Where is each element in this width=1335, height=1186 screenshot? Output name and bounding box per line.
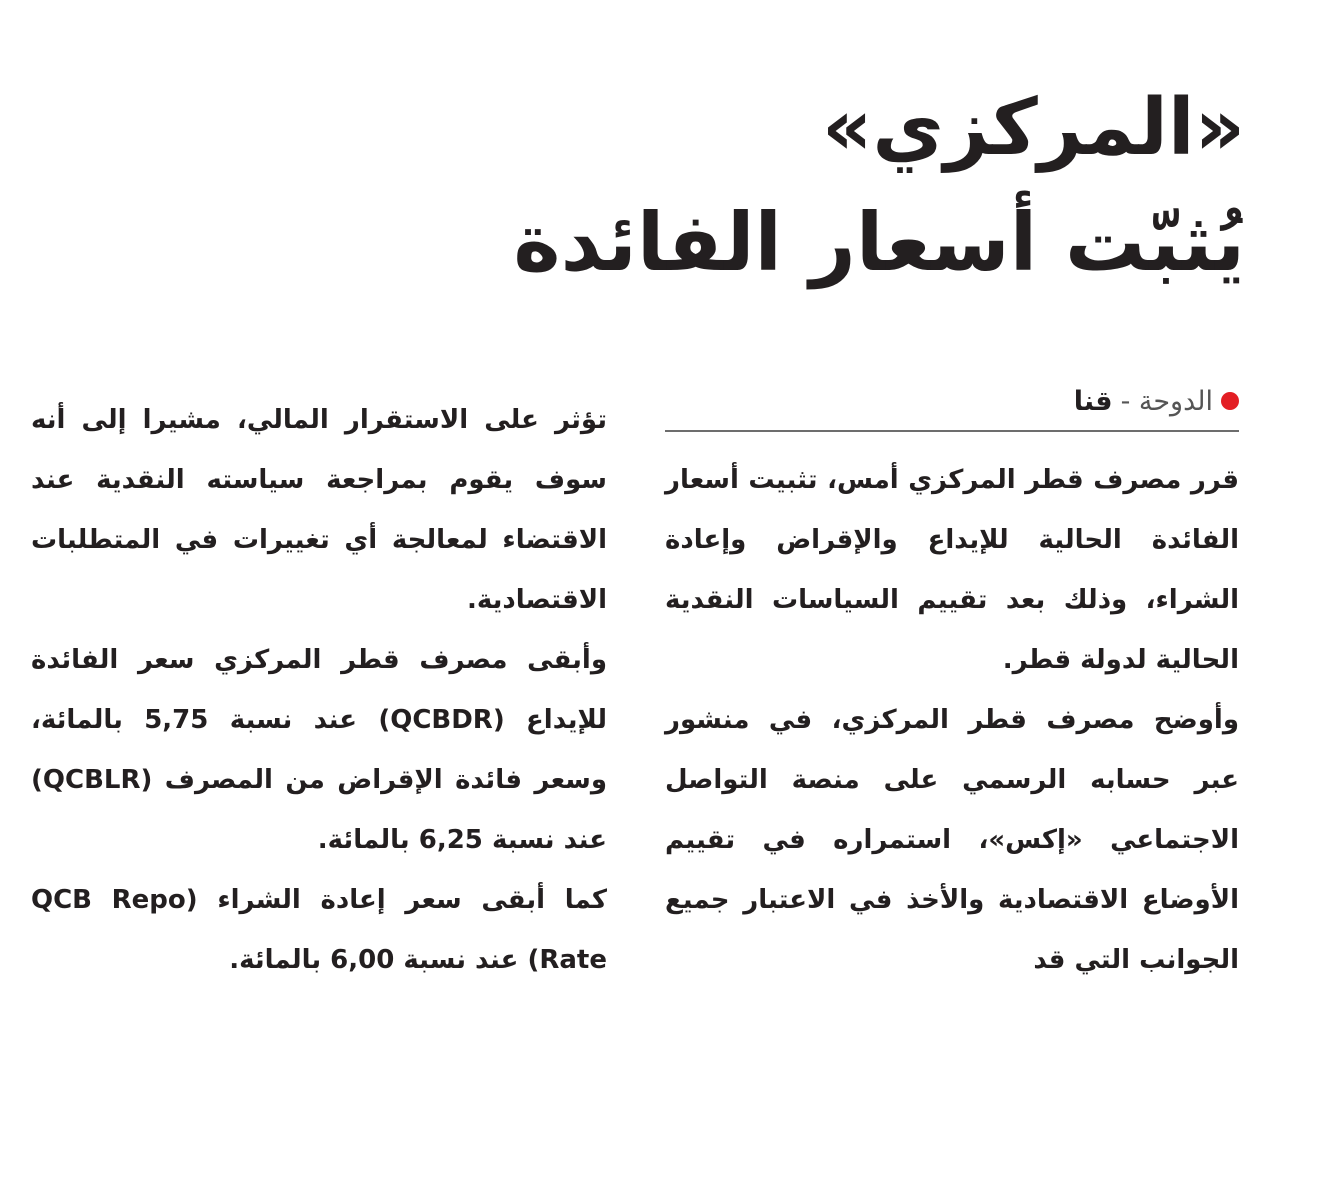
headline-line-2: يُثبّت أسعار الفائدة — [513, 196, 1245, 289]
paragraph: وأبقى مصرف قطر المركزي سعر الفائدة للإيداع (QCBDR) عند نسبة 5,75 بالمائة، وسعر فائدة الإقراض من المصرف (QCBLR) عند نسبة 6,25 بالمائة. — [31, 645, 607, 855]
headline — [385, 78, 1245, 308]
article-column-right — [665, 450, 1239, 990]
dateline-city: الدوحة - — [1120, 385, 1213, 417]
paragraph: وأوضح مصرف قطر المركزي، في منشور عبر حسابه الرسمي على منصة التواصل الاجتماعي «إكس»، استمراره في تقييم الأوضاع الاقتصادية والأخذ في الاعتبار جميع الجوانب التي قد — [665, 705, 1239, 975]
dateline — [667, 376, 1239, 426]
dateline-agency: قنا — [1073, 385, 1113, 417]
headline-line-1: «المركزي» — [822, 83, 1245, 173]
article-column-left — [31, 390, 607, 990]
paragraph: تؤثر على الاستقرار المالي، مشيرا إلى أنه سوف يقوم بمراجعة سياسته النقدية عند الاقتضاء لمعالجة أي تغييرات في المتطلبات الاقتصادية. — [31, 405, 607, 615]
paragraph: قرر مصرف قطر المركزي أمس، تثبيت أسعار الفائدة الحالية للإيداع والإقراض وإعادة الشراء، وذلك بعد تقييم السياسات النقدية الحالية لدولة قطر. — [665, 465, 1239, 675]
paragraph: كما أبقى سعر إعادة الشراء (QCB Repo Rate) عند نسبة 6,00 بالمائة. — [31, 885, 608, 975]
dateline-divider — [665, 430, 1239, 432]
red-dot-icon — [1221, 392, 1239, 410]
